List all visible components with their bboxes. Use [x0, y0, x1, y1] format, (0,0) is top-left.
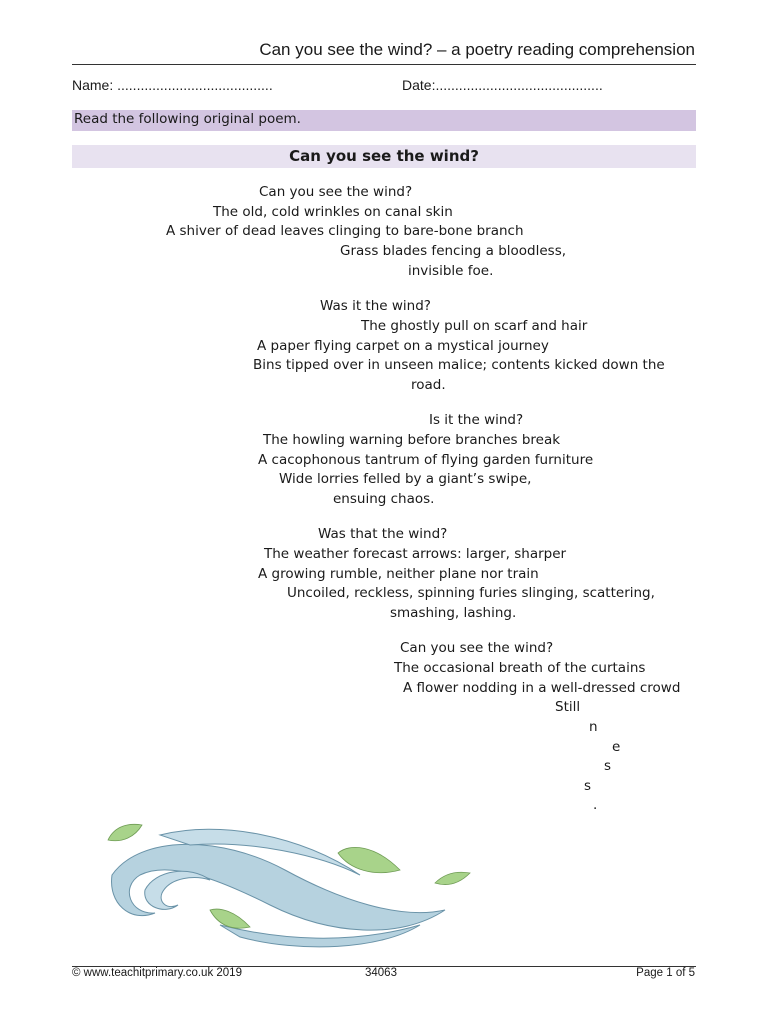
footer-code: 34063: [365, 967, 397, 979]
poem-line: A flower nodding in a well-dressed crowd: [403, 680, 681, 696]
wind-swirl-illustration: [100, 815, 480, 955]
poem-line: Is it the wind?: [429, 412, 524, 428]
poem-line: A growing rumble, neither plane nor train: [258, 566, 539, 582]
poem-line: The old, cold wrinkles on canal skin: [213, 204, 453, 220]
leaf-icon: [210, 909, 250, 928]
poem-line: Grass blades fencing a bloodless,: [340, 243, 567, 259]
poem-line: Still: [555, 699, 581, 715]
poem-line: ensuing chaos.: [333, 491, 435, 507]
poem-line: smashing, lashing.: [390, 605, 517, 621]
poem-line: Wide lorries felled by a giant’s swipe,: [279, 471, 532, 487]
poem-line: The ghostly pull on scarf and hair: [361, 318, 588, 334]
wind-swirl-band-inner: [145, 871, 210, 909]
poem-line: The weather forecast arrows: larger, sharper: [264, 546, 567, 562]
poem-line: invisible foe.: [408, 263, 494, 279]
date-field-label: Date:...........................................: [402, 77, 603, 93]
footer-page-number: Page 1 of 5: [636, 967, 695, 979]
poem-line: s: [584, 778, 592, 794]
poem-line: Uncoiled, reckless, spinning furies slinging, scattering,: [287, 585, 655, 601]
leaf-icon: [435, 872, 470, 884]
poem-line: A paper flying carpet on a mystical journey: [257, 338, 549, 354]
poem-line: The occasional breath of the curtains: [394, 660, 646, 676]
leaf-icon: [108, 824, 142, 840]
document-header-title: Can you see the wind? – a poetry reading comprehension: [259, 40, 695, 59]
poem-line: Can you see the wind?: [259, 184, 413, 200]
poem-line: A cacophonous tantrum of flying garden furniture: [258, 452, 594, 468]
poem-line: e: [612, 739, 621, 755]
poem-line: n: [589, 719, 598, 735]
poem-line: .: [593, 797, 598, 813]
instruction-text: Read the following original poem.: [74, 111, 301, 127]
poem-title-band: [72, 145, 696, 168]
name-field-label: Name: ........................................: [72, 77, 273, 93]
poem-line: Was that the wind?: [318, 526, 448, 542]
instruction-band: [72, 110, 696, 131]
footer-copyright: © www.teachitprimary.co.uk 2019: [72, 967, 242, 979]
poem-line: road.: [411, 377, 446, 393]
name-date-row: [72, 77, 696, 93]
poem-line: s: [604, 758, 612, 774]
poem-line: Can you see the wind?: [400, 640, 554, 656]
poem-line: A shiver of dead leaves clinging to bare-bone branch: [166, 223, 524, 239]
header-divider: [72, 64, 696, 65]
poem-line: Bins tipped over in unseen malice; contents kicked down the: [253, 357, 665, 373]
poem-line: The howling warning before branches break: [263, 432, 561, 448]
poem-line: Was it the wind?: [320, 298, 431, 314]
poem-title: Can you see the wind?: [289, 147, 479, 165]
